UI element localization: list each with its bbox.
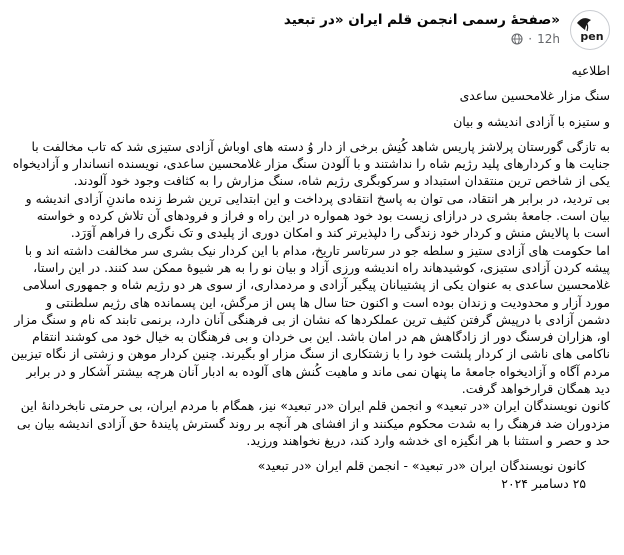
paragraph-4: کانون نویسندگان ایران «در تبعید» و انجمن قلم ایران «در تبعید» نیز، همگام با مردم ایران، بی حرمتی نابخردانهٔ این مزدوران ضد فرهنگ را به شدت محکوم میکنند و از افشای هر آنچه بر روند گسترش پایندهٔ حق آزادی اندیشه بیان بی حد و حصر و استثنا با هر انگیزه ای خدشه وارد کند، دریغ نخواهند ورزید. — [16, 398, 610, 448]
pen-logo-icon — [571, 11, 609, 49]
post-meta — [511, 32, 560, 46]
spacer — [10, 449, 610, 457]
page-avatar[interactable] — [570, 10, 610, 50]
paragraph-3: اما حکومت های آزادی ستیز و سلطه جو در سرتاسر تاریخ، مدام با این کردار نیک بشری سر مخالفت داشته اند و با پیشه کردن آزادی ستیزی، کوشیدهاند راه اندیشه ورزی آزاد و بیان نو را به هر شیوهٔ ممکن سد کنند. در این راستا، غلامحسین ساعدی به عنوان یکی از پشتیبانان پیگیر آزادی و مردمداری، از سوی هر دو رژیم شاه و جمهوری اسلامی مورد آزار و محدودیت و زندان بوده است و اکنون حتا سال ها پس از مرگش، این پسمانده های رژیم سلطنتی و دشمن آزادی با درپیش گرفتن کثیف ترین عملکردها که نشان از بی فرهنگی آنان دارد، برنمی تابند که نام و سنگ مزار او، هزاران فرسنگ دور از زادگاهش هم در امان باشد. این بی خردان و بی فرهنگان به خیال خود می کوشند انتقام ناکامی های ناشی از کردار پلشت خود را با زشتکاری از سنگ مزار او بگیرند. چنین کردار موهن و زشتی از نگاه تیزبین مردم آگاه و آزادیخواه جامعهٔ ما پنهان نمی ماند و ماهیت کُنش های آلوده به ادبار آنان هرچه بیشتر آشکار و در برابر دید همگان قرارخواهد گرفت. — [11, 242, 610, 397]
signature: کانون نویسندگان ایران «در تبعید» - انجمن قلم ایران «در تبعید» — [257, 458, 586, 474]
page-name-link[interactable]: «صفحهٔ رسمی انجمن قلم ایران «در تبعید — [283, 12, 560, 28]
spacer — [10, 130, 610, 138]
avatar-text: pen — [580, 30, 604, 43]
post-subtitle-1: سنگ مزار غلامحسین ساعدی — [459, 88, 610, 104]
post-time[interactable]: 12h — [537, 32, 560, 46]
spacer — [10, 79, 610, 87]
paragraph-2: بی تردید، در برابر هر انتقاد، می توان به پاسخ انتقادی پرداخت و این ابتدایی ترین شرط زنده ماندنِ آزادی اندیشه و بیان است. جامعهٔ بشری در درازای زیست بود خود همواره در این راه و فراز و فرودهای آن تلاش کرده و خواسته است با پالایش منش و کردار خود زندگی را دلپذیرتر کند و امکان دوری از پلیدی و تک نگری را فراهم آوَرَد. — [25, 190, 610, 241]
globe-icon — [511, 33, 523, 45]
post-body — [10, 62, 610, 492]
spacer — [10, 105, 610, 113]
meta-separator: · — [528, 32, 533, 46]
paragraph-1: به تازگی گورستان پرلاشز پاریس شاهد کُنِش برخی از دار وُ دسته های اوباش آزادی ستیزی شد که تاب مخالفت با جنایت ها و کردارهای پلید رژیم شاه را نداشتند و با آلودن سنگ مزار غلامحسین ساعدی، نویسنده انساندار و آزادیخواه یکی از شاخص ترین منتقدان استبداد و سرکوبگری رژیم شاه، سنگ مزارش را به کثافت وجود خود آلودند. — [12, 138, 610, 189]
post-title: اطلاعیه — [571, 63, 610, 78]
post-date: ۲۵ دسامبر ۲۰۲۴ — [501, 475, 586, 491]
post-header — [14, 10, 610, 52]
post-subtitle-2: و ستیزه با آزادی اندیشه و بیان — [453, 113, 610, 129]
